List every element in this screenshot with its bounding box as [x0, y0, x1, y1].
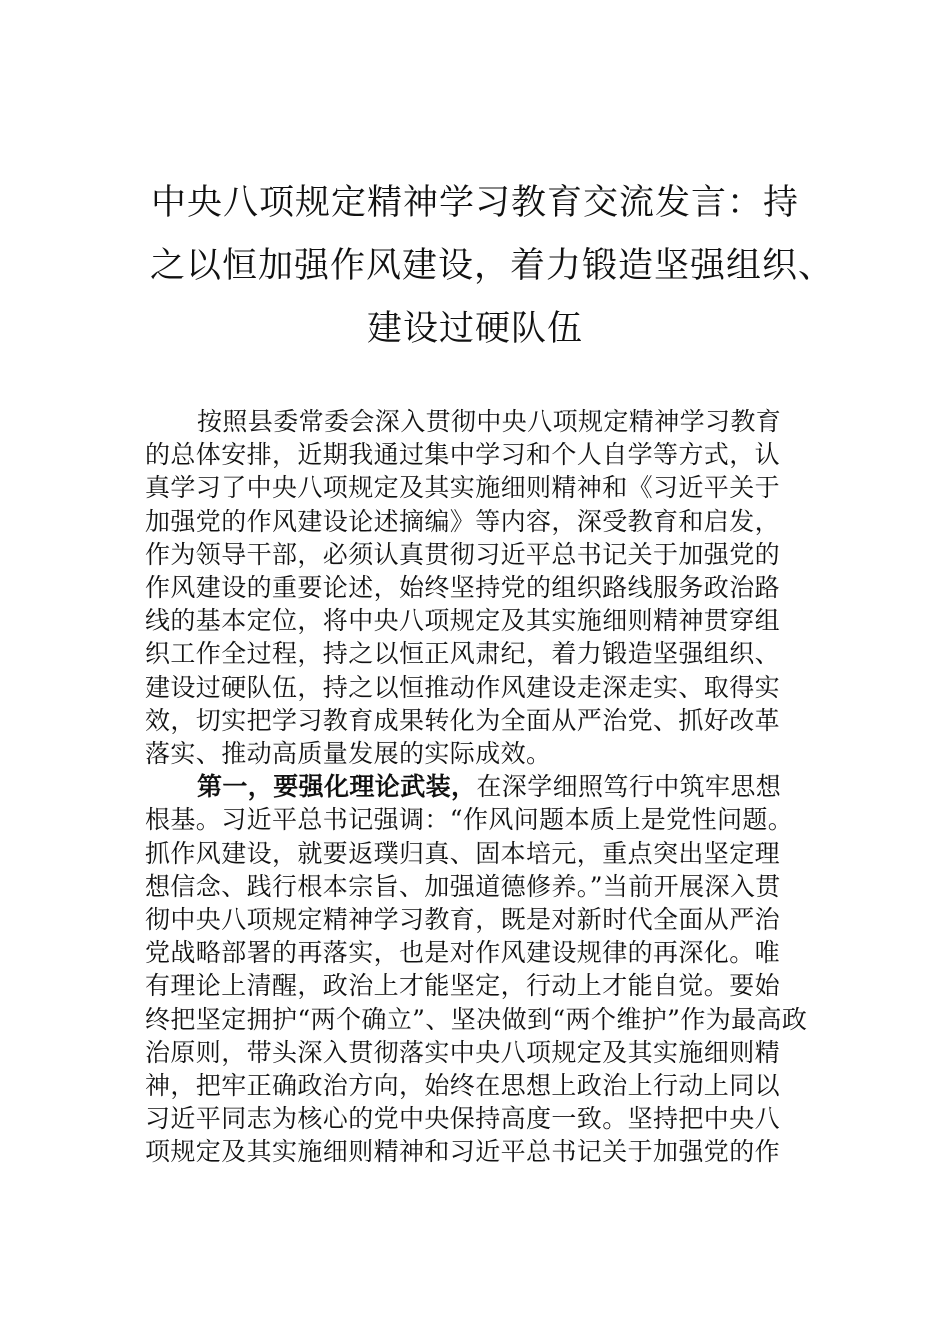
paragraph-line-rest: 在深学细照笃行中筑牢思想 — [476, 772, 782, 802]
paragraph-line: 落实、推动高质量发展的实际成效。 — [145, 739, 552, 769]
title-line: 建设过硬队伍 — [366, 309, 583, 349]
paragraph-line: 项规定及其实施细则精神和习近平总书记关于加强党的作 — [145, 1137, 781, 1167]
paragraph-line: 加强党的作风建设论述摘编》等内容，深受教育和启发， — [145, 506, 781, 536]
paragraph-first-line — [145, 770, 807, 803]
paragraph-line: 线的基本定位，将中央八项规定及其实施细则精神贯穿组 — [145, 606, 781, 636]
paragraph-line: 习近平同志为核心的党中央保持高度一致。坚持把中央八 — [145, 1104, 781, 1134]
paragraph-line: 想信念、践行根本宗旨、加强道德修养。”当前开展深入贯 — [145, 871, 781, 901]
document-title — [150, 172, 835, 361]
paragraph-line: 根基。习近平总书记强调：“作风问题本质上是党性问题。 — [145, 805, 794, 835]
title-line: 之以恒加强作风建设，着力锻造坚强组织、 — [150, 246, 835, 286]
section-heading-lead: 第一，要强化理论武装， — [197, 772, 477, 802]
paragraph-line: 抓作风建设，就要返璞归真、固本培元，重点突出坚定理 — [145, 838, 781, 868]
paragraph-2 — [145, 770, 807, 1168]
paragraph-1 — [145, 405, 807, 770]
paragraph-line: 彻中央八项规定精神学习教育，既是对新时代全面从严治 — [145, 905, 781, 935]
paragraph-line: 真学习了中央八项规定及其实施细则精神和《习近平关于 — [145, 473, 781, 503]
paragraph-line: 的总体安排，近期我通过集中学习和个人自学等方式，认 — [145, 440, 781, 470]
paragraph-line: 作为领导干部，必须认真贯彻习近平总书记关于加强党的 — [145, 539, 781, 569]
paragraph-line: 织工作全过程，持之以恒正风肃纪，着力锻造坚强组织、 — [145, 639, 781, 669]
paragraph-line: 神，把牢正确政治方向，始终在思想上政治上行动上同以 — [145, 1071, 781, 1101]
paragraph-line: 终把坚定拥护“两个确立”、坚决做到“两个维护”作为最高政 — [145, 1004, 808, 1034]
paragraph-line: 效，切实把学习教育成果转化为全面从严治党、抓好改革 — [145, 705, 781, 735]
title-line: 中央八项规定精神学习教育交流发言：持 — [150, 183, 799, 223]
paragraph-line: 党战略部署的再落实，也是对作风建设规律的再深化。唯 — [145, 938, 781, 968]
paragraph-line: 有理论上清醒，政治上才能坚定，行动上才能自觉。要始 — [145, 971, 781, 1001]
paragraph-line: 按照县委常委会深入贯彻中央八项规定精神学习教育 — [197, 407, 782, 436]
document-body — [145, 405, 807, 1169]
paragraph-line: 建设过硬队伍，持之以恒推动作风建设走深走实、取得实 — [145, 672, 781, 702]
paragraph-line: 治原则，带头深入贯彻落实中央八项规定及其实施细则精 — [145, 1037, 781, 1067]
paragraph-line: 作风建设的重要论述，始终坚持党的组织路线服务政治路 — [145, 573, 781, 603]
